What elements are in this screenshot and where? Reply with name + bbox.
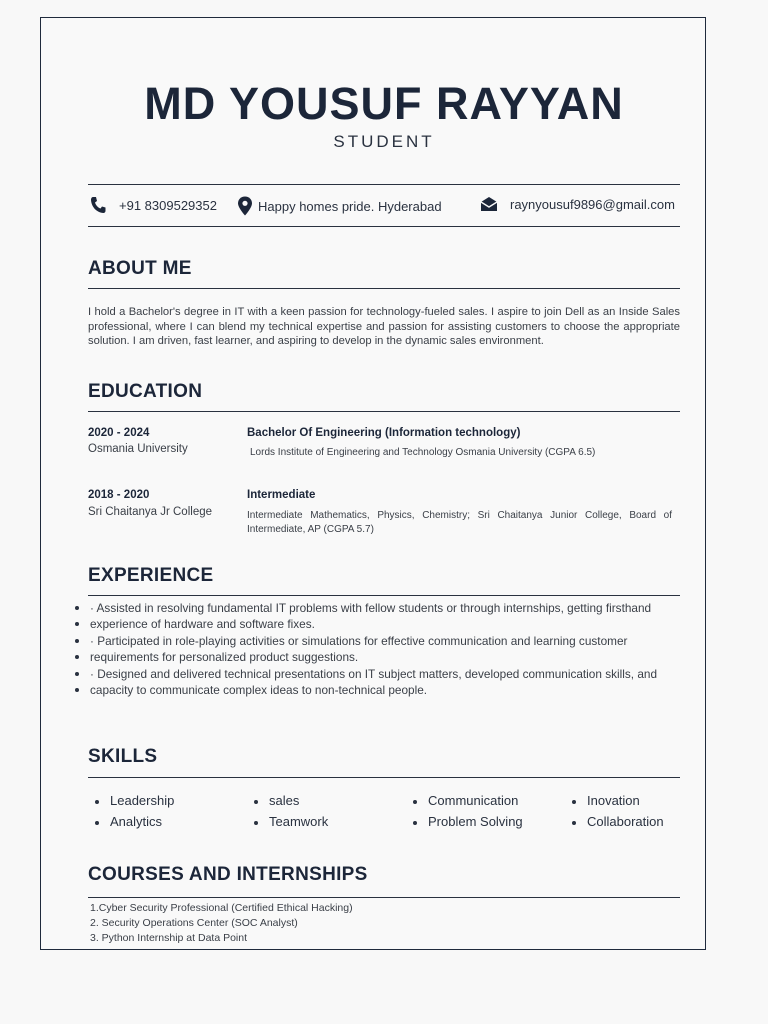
education-years: 2018 - 2020: [88, 489, 150, 501]
education-degree: Intermediate: [247, 489, 316, 501]
experience-item: · Designed and delivered technical presentations on IT subject matters, developed communication skills, and: [74, 666, 704, 682]
education-degree: Bachelor Of Engineering (Information technology): [247, 427, 521, 439]
resume-page: [40, 17, 706, 950]
skill-item: Problem Solving: [428, 814, 523, 829]
course-item: 2. Security Operations Center (SOC Analyst): [90, 917, 298, 929]
course-item: 1.Cyber Security Professional (Certified Ethical Hacking): [90, 902, 353, 914]
contact-email-text: raynyousuf9896@gmail.com: [510, 196, 675, 212]
contact-address: [237, 196, 442, 216]
skill-item: Analytics: [110, 814, 162, 829]
skill-item: Teamwork: [269, 814, 328, 829]
skill-item: Inovation: [587, 793, 640, 808]
education-school: Osmania University: [88, 443, 188, 455]
experience-item: · Participated in role-playing activities or simulations for effective communication and learning customer: [74, 633, 704, 649]
experience-item: · Assisted in resolving fundamental IT problems with fellow students or through internships, getting firsthand: [74, 600, 704, 616]
experience-list: [74, 600, 704, 698]
about-heading: ABOUT ME: [88, 258, 192, 279]
education-school: Sri Chaitanya Jr College: [88, 506, 213, 518]
contact-bottom-divider: [88, 226, 680, 227]
education-description: Intermediate Mathematics, Physics, Chemistry; Sri Chaitanya Junior College, Board of Intermediate, AP (CGPA 5.7): [247, 510, 672, 535]
contact-top-divider: [88, 184, 680, 185]
experience-item: experience of hardware and software fixes.: [74, 616, 704, 632]
course-item: 3. Python Internship at Data Point: [90, 932, 248, 944]
phone-icon: [90, 196, 106, 214]
contact-email: [480, 196, 675, 212]
education-heading: EDUCATION: [88, 381, 203, 402]
about-divider: [88, 288, 680, 289]
skill-item: Communication: [428, 793, 518, 808]
skills-heading: SKILLS: [88, 746, 158, 767]
contact-phone: [90, 196, 217, 214]
experience-item: requirements for personalized product suggestions.: [74, 649, 704, 665]
skills-divider: [88, 777, 680, 778]
location-pin-icon: [237, 196, 253, 216]
contact-phone-text: +91 8309529352: [119, 197, 217, 213]
courses-heading: COURSES AND INTERNSHIPS: [88, 864, 368, 885]
education-divider: [88, 411, 680, 412]
experience-divider: [88, 595, 680, 596]
education-years: 2020 - 2024: [88, 427, 150, 439]
envelope-icon: [480, 196, 498, 212]
about-text: I hold a Bachelor's degree in IT with a keen passion for technology-fueled sales. I aspire to join Dell as an Inside Sales professional, where I can blend my technical expertise and passion for assisting customers to choose the appropriate solution. I am driven, fast learner, and aspiring to develop in the dynamic sales environment.: [88, 306, 680, 348]
experience-heading: EXPERIENCE: [88, 565, 214, 586]
courses-divider: [88, 897, 680, 898]
contact-address-text: Happy homes pride. Hyderabad: [258, 198, 442, 214]
resume-role: STUDENT: [333, 132, 435, 151]
experience-item: capacity to communicate complex ideas to non-technical people.: [74, 682, 704, 698]
education-description: Lords Institute of Engineering and Technology Osmania University (CGPA 6.5): [250, 447, 596, 458]
skill-item: Leadership: [110, 793, 174, 808]
skill-item: sales: [269, 793, 299, 808]
resume-name: MD YOUSUF RAYYAN: [144, 78, 624, 129]
skill-item: Collaboration: [587, 814, 664, 829]
